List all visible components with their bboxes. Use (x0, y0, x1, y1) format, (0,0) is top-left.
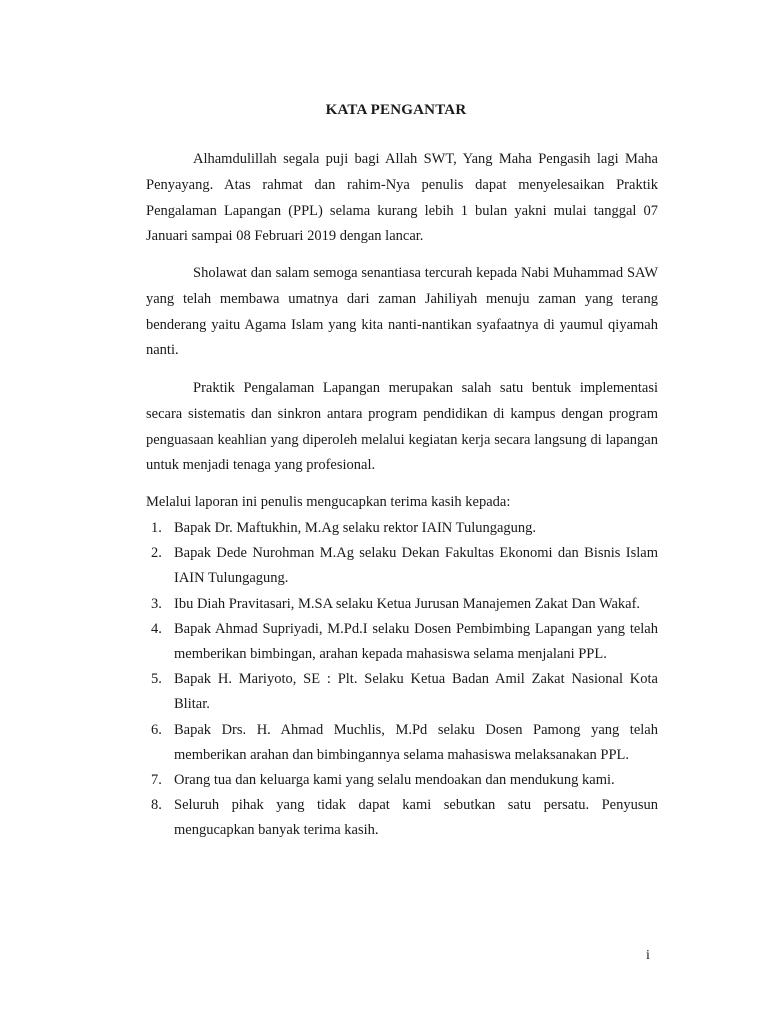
list-item-number: 4. (151, 620, 162, 637)
list-item-text: Bapak Dede Nurohman M.Ag selaku Dekan Fakultas Ekonomi dan Bisnis Islam IAIN Tulungagung. (174, 545, 658, 587)
list-item-text: Seluruh pihak yang tidak dapat kami sebutkan satu persatu. Penyusun mengucapkan banyak terima kasih. (174, 797, 658, 839)
acknowledgement-intro: Melalui laporan ini penulis mengucapkan terima kasih kepada: (146, 494, 511, 510)
list-item (146, 667, 658, 717)
list-item (146, 541, 658, 591)
paragraph-3: Praktik Pengalaman Lapangan merupakan salah satu bentuk implementasi secara sistematis dan sinkron antara program pendidikan di kampus dengan program penguasaan keahlian yang diperoleh melalui kegiatan kerja secara langsung di lapangan untuk menjadi tenaga yang profesional. (146, 380, 658, 474)
list-item (146, 718, 658, 768)
list-item (146, 617, 658, 667)
list-item-number: 5. (151, 671, 162, 688)
paragraph-2: Sholawat dan salam semoga senantiasa tercurah kepada Nabi Muhammad SAW yang telah membawa umatnya dari zaman Jahiliyah menuju zaman yang terang benderang yaitu Agama Islam yang kita nanti-nantikan syafaatnya di yaumul qiyamah nanti. (146, 265, 658, 359)
list-item-number: 7. (151, 772, 162, 789)
list-item-number: 6. (151, 721, 162, 738)
list-item-text: Ibu Diah Pravitasari, M.SA selaku Ketua Jurusan Manajemen Zakat Dan Wakaf. (174, 595, 641, 612)
paragraph-1: Alhamdulillah segala puji bagi Allah SWT, Yang Maha Pengasih lagi Maha Penyayang. Atas rahmat dan rahim-Nya penulis dapat menyelesaikan Praktik Pengalaman Lapangan (PPL) selama kurang lebih 1 bulan yakni mulai tanggal 07 Januari sampai 08 Februari 2019 dengan lancar. (146, 151, 658, 245)
list-item-text: Bapak Drs. H. Ahmad Muchlis, M.Pd selaku Dosen Pamong yang telah memberikan arahan dan bimbingannya selama mahasiswa melaksanakan PPL. (174, 721, 658, 763)
list-item-number: 3. (151, 595, 162, 612)
list-item (146, 793, 658, 843)
list-item-text: Bapak H. Mariyoto, SE : Plt. Selaku Ketua Badan Amil Zakat Nasional Kota Blitar. (174, 671, 658, 713)
list-item (146, 592, 658, 617)
acknowledgement-list (146, 516, 658, 844)
list-item-text: Orang tua dan keluarga kami yang selalu mendoakan dan mendukung kami. (174, 772, 615, 789)
list-item-text: Bapak Dr. Maftukhin, M.Ag selaku rektor IAIN Tulungagung. (174, 520, 537, 536)
list-item (146, 768, 658, 793)
page-title: KATA PENGANTAR (325, 102, 467, 118)
list-item-text: Bapak Ahmad Supriyadi, M.Pd.I selaku Dosen Pembimbing Lapangan yang telah memberikan bimbingan, arahan kepada mahasiswa selama menjalani PPL. (174, 620, 658, 663)
list-item-number: 1. (151, 520, 162, 536)
list-item (146, 516, 658, 541)
list-item-number: 2. (151, 545, 162, 562)
list-item-number: 8. (151, 797, 162, 814)
page-number: i (646, 948, 650, 963)
